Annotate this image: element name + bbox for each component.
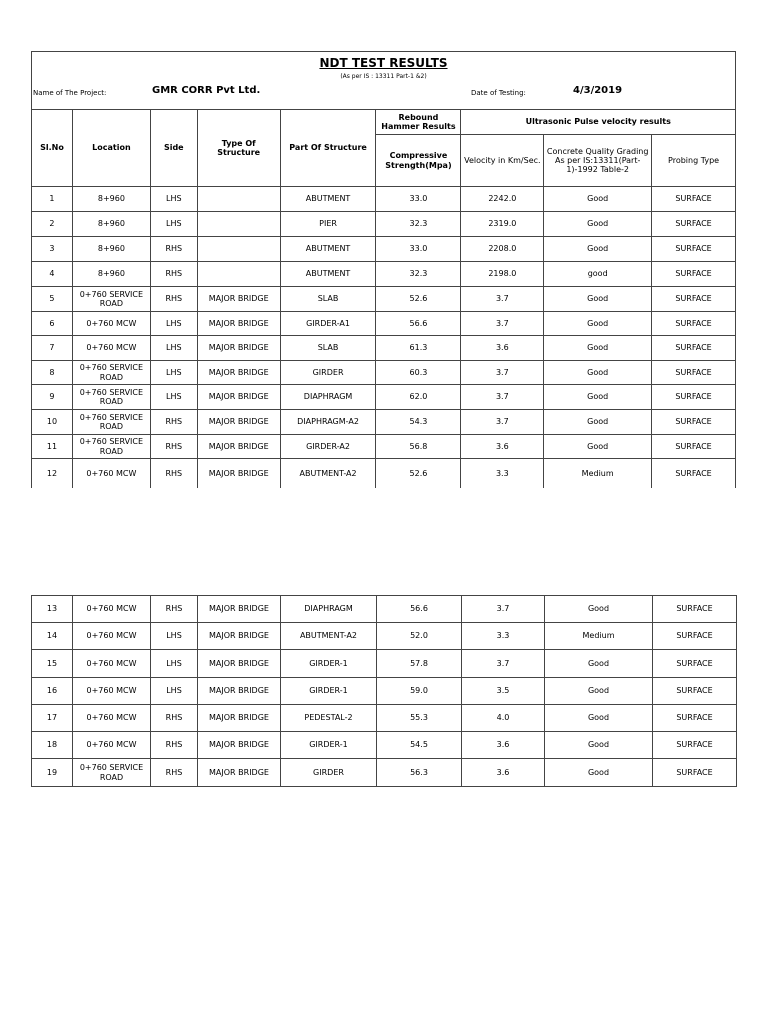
cell-type	[197, 237, 280, 262]
cell-strength: 52.6	[376, 459, 461, 488]
cell-type: MAJOR BRIDGE	[197, 435, 280, 459]
cell-strength: 59.0	[377, 678, 462, 705]
cell-sl: 19	[32, 759, 73, 787]
cell-grading: Good	[544, 237, 652, 262]
cell-part: ABUTMENT-A2	[281, 623, 377, 650]
cell-probing: SURFACE	[652, 187, 736, 212]
cell-side: LHS	[151, 678, 198, 705]
cell-strength: 56.3	[377, 759, 462, 787]
table-row	[32, 336, 736, 361]
col-side: Side	[150, 110, 197, 187]
cell-probing: SURFACE	[653, 678, 737, 705]
cell-sl: 3	[32, 237, 73, 262]
cell-location: 0+760 MCW	[73, 623, 151, 650]
cell-probing: SURFACE	[652, 336, 736, 361]
cell-part: PEDESTAL-2	[281, 705, 377, 732]
cell-strength: 54.5	[377, 732, 462, 759]
cell-probing: SURFACE	[652, 361, 736, 385]
cell-probing: SURFACE	[653, 732, 737, 759]
cell-type: MAJOR BRIDGE	[198, 650, 281, 678]
cell-sl: 10	[32, 410, 73, 435]
cell-sl: 13	[32, 596, 73, 623]
cell-location: 0+760 MCW	[73, 596, 151, 623]
cell-part: SLAB	[280, 287, 376, 312]
cell-type: MAJOR BRIDGE	[197, 361, 280, 385]
cell-part: GIRDER	[280, 361, 376, 385]
cell-velocity: 3.6	[462, 759, 545, 787]
cell-velocity: 3.5	[462, 678, 545, 705]
cell-velocity: 3.7	[461, 385, 544, 410]
cell-type: MAJOR BRIDGE	[197, 459, 280, 488]
cell-probing: SURFACE	[652, 459, 736, 488]
table-row	[32, 623, 737, 650]
cell-location: 8+960	[72, 187, 150, 212]
report-header	[31, 51, 736, 109]
cell-type: MAJOR BRIDGE	[197, 385, 280, 410]
cell-probing: SURFACE	[652, 435, 736, 459]
cell-grading: Good	[544, 410, 652, 435]
table-row	[32, 312, 736, 336]
cell-velocity: 2208.0	[461, 237, 544, 262]
cell-probing: SURFACE	[653, 623, 737, 650]
cell-location: 0+760 MCW	[73, 705, 151, 732]
table-row	[32, 361, 736, 385]
cell-location: 0+760 SERVICE ROAD	[72, 361, 150, 385]
cell-strength: 62.0	[376, 385, 461, 410]
cell-side: LHS	[150, 361, 197, 385]
col-sl-no: Sl.No	[32, 110, 73, 187]
cell-side: LHS	[150, 312, 197, 336]
cell-type: MAJOR BRIDGE	[197, 287, 280, 312]
cell-velocity: 2242.0	[461, 187, 544, 212]
cell-velocity: 3.7	[461, 312, 544, 336]
cell-probing: SURFACE	[653, 650, 737, 678]
cell-sl: 14	[32, 623, 73, 650]
cell-part: GIRDER-1	[281, 650, 377, 678]
cell-part: SLAB	[280, 336, 376, 361]
cell-part: GIRDER	[281, 759, 377, 787]
cell-part: ABUTMENT	[280, 237, 376, 262]
cell-grading: good	[544, 262, 652, 287]
cell-velocity: 2319.0	[461, 212, 544, 237]
table-row	[32, 596, 737, 623]
table-row	[32, 650, 737, 678]
cell-probing: SURFACE	[652, 410, 736, 435]
table-row	[32, 287, 736, 312]
cell-probing: SURFACE	[653, 705, 737, 732]
table-row	[32, 237, 736, 262]
col-type-of-structure: Type Of Structure	[197, 110, 280, 187]
cell-grading: Good	[544, 312, 652, 336]
cell-side: LHS	[151, 623, 198, 650]
cell-strength: 55.3	[377, 705, 462, 732]
table-row	[32, 705, 737, 732]
cell-part: ABUTMENT	[280, 262, 376, 287]
cell-side: RHS	[151, 759, 198, 787]
cell-grading: Good	[545, 759, 653, 787]
results-body-page-1	[32, 187, 736, 488]
cell-probing: SURFACE	[652, 312, 736, 336]
cell-part: GIRDER-1	[281, 732, 377, 759]
col-part-of-structure: Part Of Structure	[280, 110, 376, 187]
cell-location: 8+960	[72, 237, 150, 262]
cell-type: MAJOR BRIDGE	[198, 759, 281, 787]
cell-part: GIRDER-1	[281, 678, 377, 705]
cell-part: ABUTMENT-A2	[280, 459, 376, 488]
cell-side: RHS	[150, 459, 197, 488]
cell-type: MAJOR BRIDGE	[198, 596, 281, 623]
cell-location: 0+760 MCW	[72, 312, 150, 336]
cell-strength: 33.0	[376, 237, 461, 262]
cell-velocity: 3.6	[461, 435, 544, 459]
cell-side: RHS	[151, 596, 198, 623]
cell-strength: 52.6	[376, 287, 461, 312]
table-row	[32, 759, 737, 787]
cell-location: 0+760 SERVICE ROAD	[72, 385, 150, 410]
cell-side: RHS	[150, 287, 197, 312]
table-row	[32, 410, 736, 435]
cell-side: LHS	[151, 650, 198, 678]
cell-velocity: 3.7	[462, 596, 545, 623]
cell-strength: 60.3	[376, 361, 461, 385]
cell-grading: Good	[545, 705, 653, 732]
cell-velocity: 3.3	[462, 623, 545, 650]
cell-strength: 56.6	[376, 312, 461, 336]
cell-location: 0+760 SERVICE ROAD	[72, 435, 150, 459]
cell-part: GIRDER-A2	[280, 435, 376, 459]
cell-grading: Medium	[545, 623, 653, 650]
cell-type	[197, 262, 280, 287]
cell-part: GIRDER-A1	[280, 312, 376, 336]
col-rebound-hammer: Rebound Hammer Results	[376, 110, 461, 135]
cell-grading: Good	[544, 212, 652, 237]
cell-location: 0+760 SERVICE ROAD	[72, 287, 150, 312]
cell-type: MAJOR BRIDGE	[197, 312, 280, 336]
cell-location: 0+760 MCW	[72, 459, 150, 488]
col-probing-type: Probing Type	[652, 135, 736, 187]
cell-velocity: 3.7	[461, 410, 544, 435]
col-grading: Concrete Quality Grading As per IS:13311(Part-1)-1992 Table-2	[544, 135, 652, 187]
cell-probing: SURFACE	[652, 212, 736, 237]
report-page-1	[31, 51, 736, 488]
cell-velocity: 3.6	[462, 732, 545, 759]
report-subtitle: (As per IS : 13311 Part-1 &2)	[340, 73, 427, 80]
cell-velocity: 3.7	[461, 361, 544, 385]
cell-type: MAJOR BRIDGE	[197, 410, 280, 435]
cell-probing: SURFACE	[653, 759, 737, 787]
col-location: Location	[72, 110, 150, 187]
cell-strength: 61.3	[376, 336, 461, 361]
cell-type: MAJOR BRIDGE	[198, 732, 281, 759]
cell-sl: 12	[32, 459, 73, 488]
cell-side: RHS	[151, 705, 198, 732]
col-velocity: Velocity in Km/Sec.	[461, 135, 544, 187]
cell-strength: 33.0	[376, 187, 461, 212]
cell-velocity: 2198.0	[461, 262, 544, 287]
cell-sl: 17	[32, 705, 73, 732]
cell-strength: 54.3	[376, 410, 461, 435]
cell-grading: Medium	[544, 459, 652, 488]
col-compressive-strength: Compressive Strength(Mpa)	[376, 135, 461, 187]
cell-strength: 56.8	[376, 435, 461, 459]
cell-strength: 56.6	[377, 596, 462, 623]
cell-sl: 9	[32, 385, 73, 410]
cell-type: MAJOR BRIDGE	[198, 623, 281, 650]
date-value: 4/3/2019	[573, 85, 623, 96]
cell-velocity: 3.7	[461, 287, 544, 312]
col-ultrasonic: Ultrasonic Pulse velocity results	[461, 110, 736, 135]
cell-sl: 15	[32, 650, 73, 678]
cell-sl: 5	[32, 287, 73, 312]
cell-probing: SURFACE	[652, 262, 736, 287]
cell-side: LHS	[150, 212, 197, 237]
cell-location: 0+760 MCW	[73, 732, 151, 759]
cell-velocity: 3.7	[462, 650, 545, 678]
cell-type: MAJOR BRIDGE	[198, 705, 281, 732]
project-name: GMR CORR Pvt Ltd.	[152, 85, 261, 96]
cell-part: ABUTMENT	[280, 187, 376, 212]
cell-strength: 52.0	[377, 623, 462, 650]
cell-grading: Good	[544, 287, 652, 312]
cell-grading: Good	[544, 361, 652, 385]
cell-grading: Good	[545, 678, 653, 705]
cell-part: PIER	[280, 212, 376, 237]
cell-sl: 7	[32, 336, 73, 361]
cell-probing: SURFACE	[652, 385, 736, 410]
table-row	[32, 262, 736, 287]
cell-side: LHS	[150, 187, 197, 212]
cell-side: LHS	[150, 336, 197, 361]
cell-grading: Good	[544, 385, 652, 410]
results-table-continued	[31, 595, 737, 787]
cell-sl: 1	[32, 187, 73, 212]
cell-location: 8+960	[72, 262, 150, 287]
cell-velocity: 4.0	[462, 705, 545, 732]
cell-velocity: 3.6	[461, 336, 544, 361]
cell-part: DIAPHRAGM	[280, 385, 376, 410]
cell-strength: 32.3	[376, 212, 461, 237]
cell-velocity: 3.3	[461, 459, 544, 488]
table-row	[32, 212, 736, 237]
cell-grading: Good	[545, 596, 653, 623]
cell-side: RHS	[150, 410, 197, 435]
table-row	[32, 678, 737, 705]
cell-grading: Good	[544, 435, 652, 459]
cell-part: DIAPHRAGM	[281, 596, 377, 623]
report-title: NDT TEST RESULTS	[319, 56, 448, 70]
cell-location: 0+760 SERVICE ROAD	[73, 759, 151, 787]
table-row	[32, 435, 736, 459]
cell-side: RHS	[150, 262, 197, 287]
project-label: Name of The Project:	[33, 89, 107, 97]
cell-strength: 57.8	[377, 650, 462, 678]
cell-sl: 16	[32, 678, 73, 705]
cell-probing: SURFACE	[653, 596, 737, 623]
cell-location: 0+760 MCW	[72, 336, 150, 361]
cell-sl: 6	[32, 312, 73, 336]
cell-strength: 32.3	[376, 262, 461, 287]
cell-part: DIAPHRAGM-A2	[280, 410, 376, 435]
results-table	[31, 109, 736, 488]
table-row	[32, 732, 737, 759]
cell-type: MAJOR BRIDGE	[198, 678, 281, 705]
cell-probing: SURFACE	[652, 237, 736, 262]
cell-type: MAJOR BRIDGE	[197, 336, 280, 361]
table-row	[32, 459, 736, 488]
table-row	[32, 385, 736, 410]
results-body-page-2	[32, 596, 737, 787]
date-label: Date of Testing:	[471, 89, 526, 97]
cell-probing: SURFACE	[652, 287, 736, 312]
cell-grading: Good	[545, 650, 653, 678]
cell-sl: 8	[32, 361, 73, 385]
cell-location: 0+760 MCW	[73, 650, 151, 678]
cell-type	[197, 187, 280, 212]
cell-sl: 18	[32, 732, 73, 759]
cell-grading: Good	[544, 187, 652, 212]
cell-side: RHS	[150, 237, 197, 262]
cell-location: 0+760 MCW	[73, 678, 151, 705]
cell-sl: 2	[32, 212, 73, 237]
cell-grading: Good	[544, 336, 652, 361]
cell-location: 8+960	[72, 212, 150, 237]
table-row	[32, 187, 736, 212]
cell-sl: 4	[32, 262, 73, 287]
cell-type	[197, 212, 280, 237]
cell-side: RHS	[150, 435, 197, 459]
cell-sl: 11	[32, 435, 73, 459]
cell-side: RHS	[151, 732, 198, 759]
cell-location: 0+760 SERVICE ROAD	[72, 410, 150, 435]
cell-grading: Good	[545, 732, 653, 759]
cell-side: LHS	[150, 385, 197, 410]
